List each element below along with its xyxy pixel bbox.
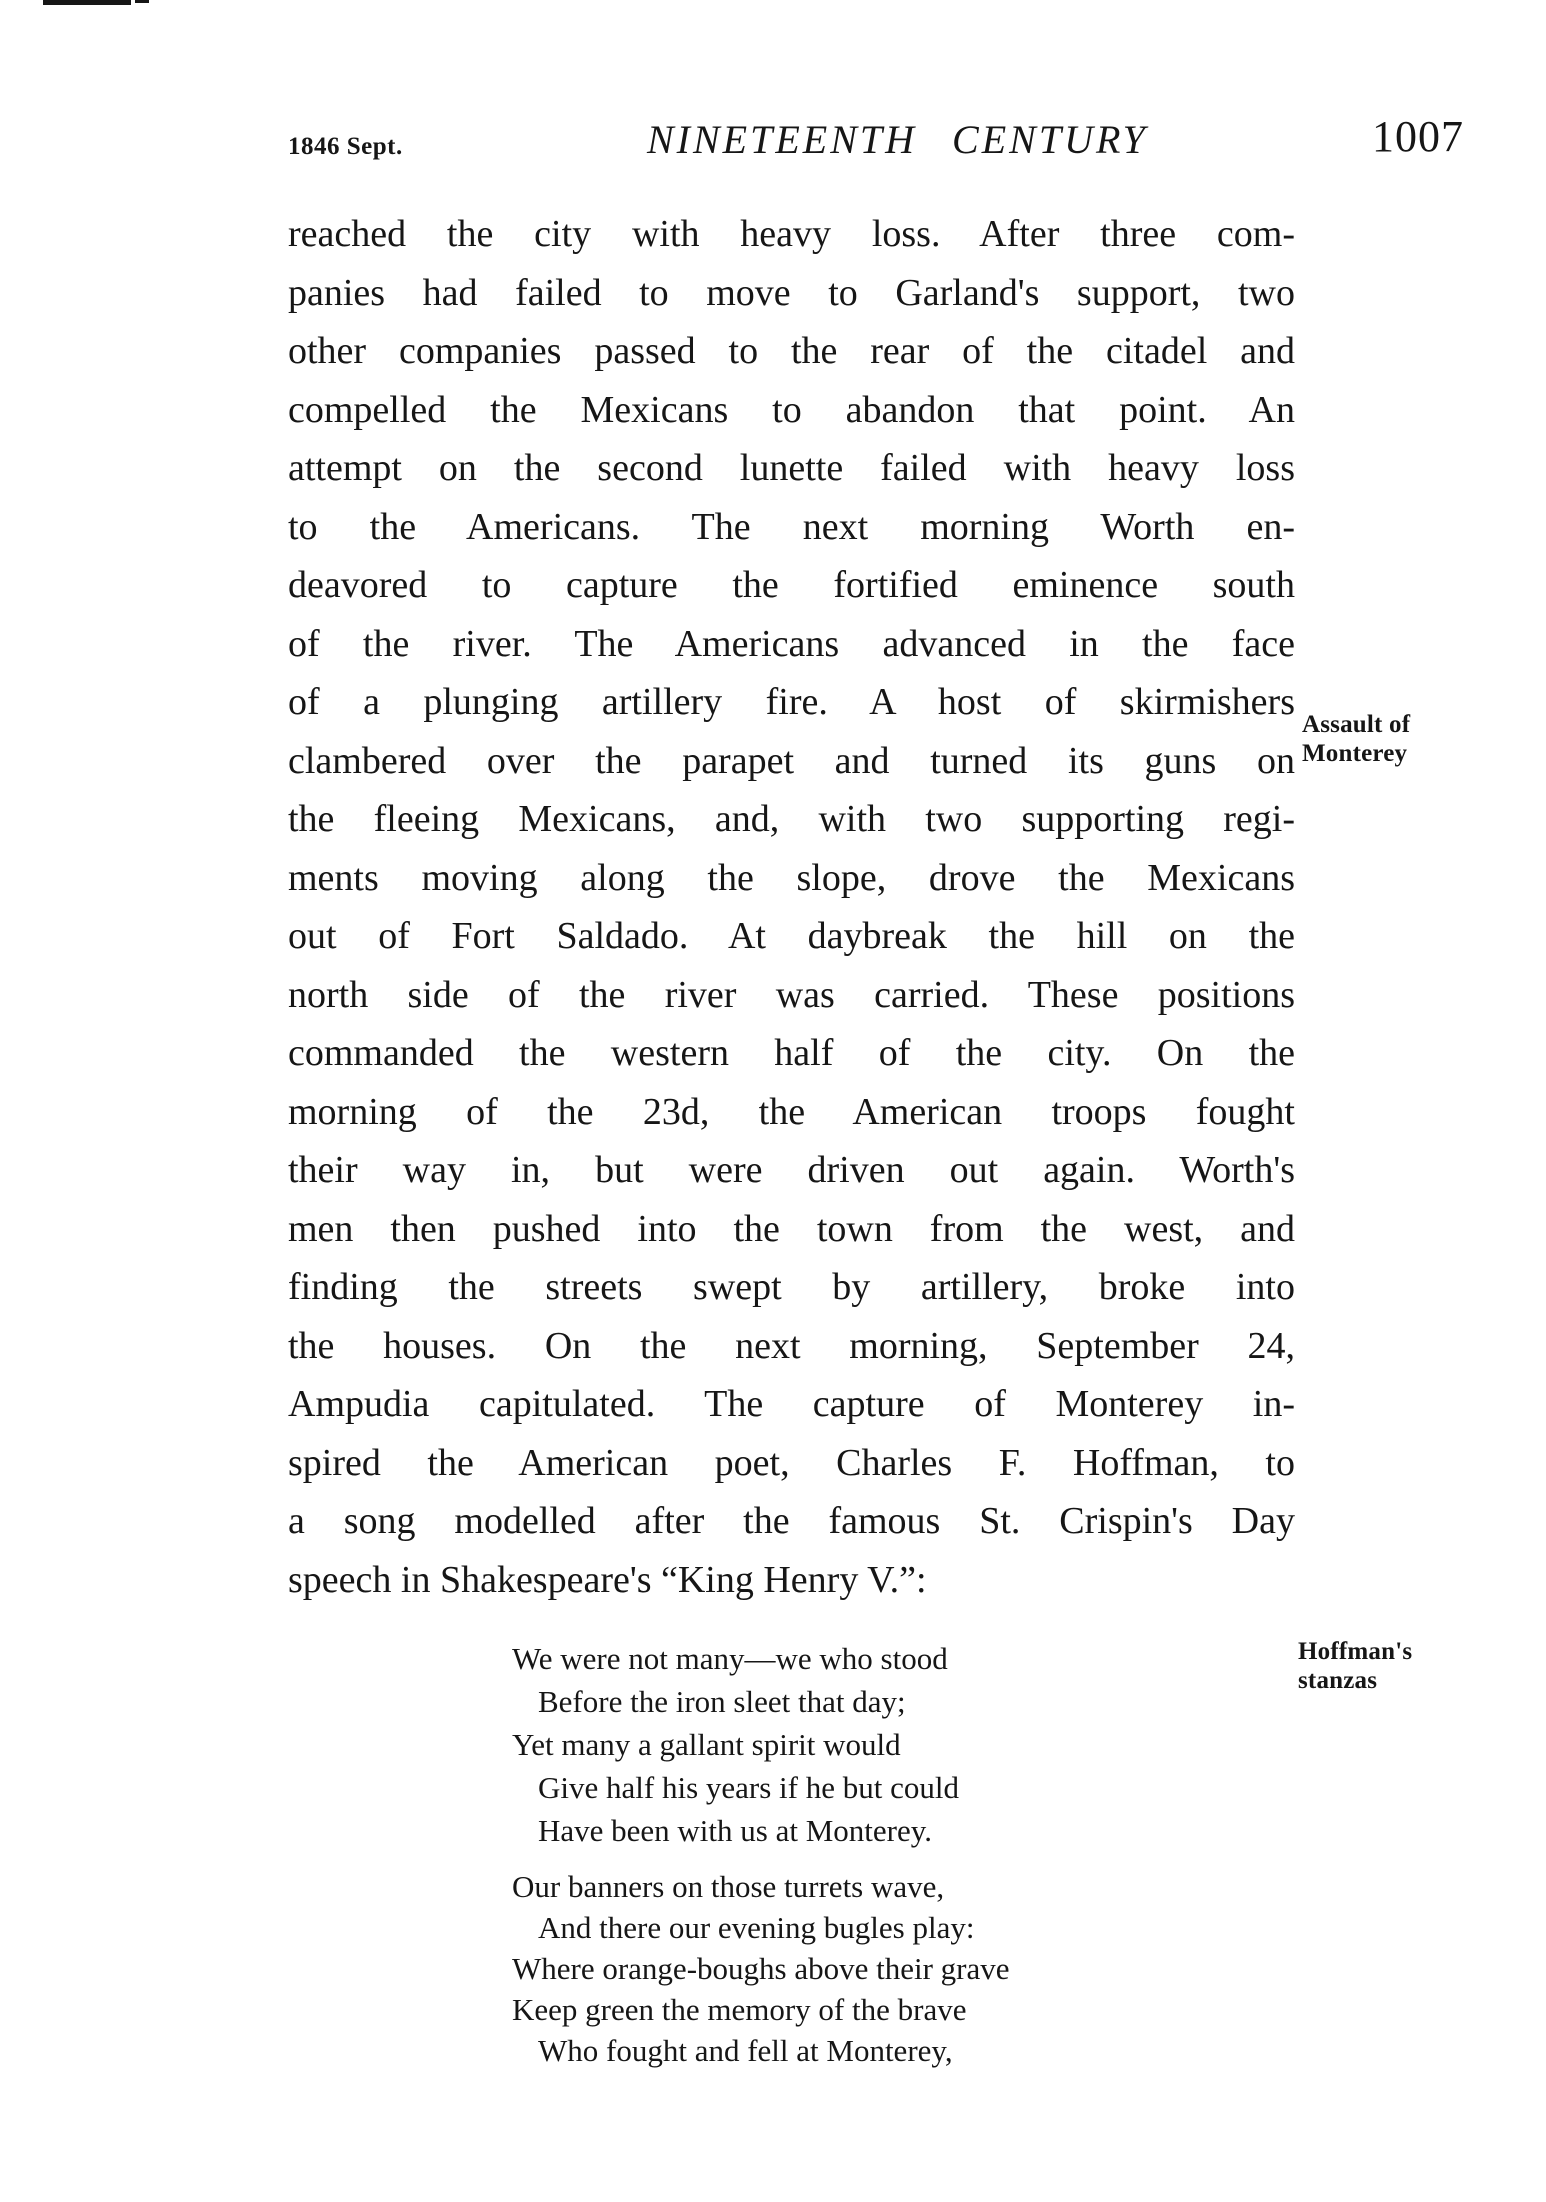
margin-note-line: Monterey <box>1302 740 1408 767</box>
poem-line: Give half his years if he but could <box>538 1770 959 1805</box>
body-line: panies had failed to move to Garland's support, two <box>288 271 1295 314</box>
body-line: Ampudia capitulated. The capture of Monterey in- <box>288 1383 1295 1425</box>
body-line: speech in Shakespeare's “King Henry V.”: <box>288 1558 927 1601</box>
body-line: of a plunging artillery fire. A host of skirmishers <box>288 681 1295 723</box>
poem-line: Keep green the memory of the brave <box>512 1992 967 2027</box>
margin-note-hoffmans-stanzas <box>1298 1637 1488 1695</box>
margin-note-line: stanzas <box>1298 1667 1378 1694</box>
body-line: a song modelled after the famous St. Crispin's Day <box>288 1500 1295 1542</box>
body-text <box>288 205 1295 1609</box>
body-line: the houses. On the next morning, September 24, <box>288 1324 1295 1367</box>
header-date: 1846 Sept. <box>288 133 403 160</box>
poem-line: Before the iron sleet that day; <box>538 1684 906 1719</box>
body-line: men then pushed into the town from the west, and <box>288 1207 1295 1250</box>
body-line: finding the streets swept by artillery, broke into <box>288 1266 1295 1308</box>
poem-line: Yet many a gallant spirit would <box>512 1727 901 1762</box>
body-line: to the Americans. The next morning Worth en- <box>288 505 1295 548</box>
body-line: attempt on the second lunette failed with heavy loss <box>288 447 1295 489</box>
body-line: north side of the river was carried. These positions <box>288 973 1295 1016</box>
body-line: compelled the Mexicans to abandon that point. An <box>288 388 1295 431</box>
body-line: the fleeing Mexicans, and, with two supporting regi- <box>288 798 1295 840</box>
margin-note-assault-of-monterey <box>1302 710 1492 768</box>
poem-line: We were not many—we who stood <box>512 1641 948 1676</box>
body-line: their way in, but were driven out again. Worth's <box>288 1149 1295 1191</box>
body-line: of the river. The Americans advanced in the face <box>288 622 1295 665</box>
body-line: deavored to capture the fortified eminence south <box>288 564 1295 606</box>
body-line: other companies passed to the rear of the citadel and <box>288 330 1295 372</box>
poem-line: Have been with us at Monterey. <box>538 1813 932 1848</box>
running-title: NINETEENTH CENTURY <box>647 117 1148 162</box>
body-line: ments moving along the slope, drove the Mexicans <box>288 856 1295 899</box>
poem-line: Our banners on those turrets wave, <box>512 1869 945 1904</box>
body-line: clambered over the parapet and turned its guns on <box>288 739 1295 782</box>
page-number: 1007 <box>1372 112 1464 161</box>
poem-stanza-1 <box>512 1637 959 1852</box>
body-line: reached the city with heavy loss. After three com- <box>288 213 1295 255</box>
poem-line: Where orange-boughs above their grave <box>512 1951 1010 1986</box>
body-line: morning of the 23d, the American troops fought <box>288 1090 1295 1133</box>
margin-note-line: Hoffman's <box>1298 1638 1413 1665</box>
poem-line: Who fought and fell at Monterey, <box>538 2033 953 2068</box>
body-line: commanded the western half of the city. On the <box>288 1032 1295 1074</box>
poem-line: And there our evening bugles play: <box>538 1910 975 1945</box>
body-line: spired the American poet, Charles F. Hoffman, to <box>288 1441 1295 1484</box>
poem-stanza-2 <box>512 1866 1010 2071</box>
scan-artifact-bar <box>43 0 131 5</box>
margin-note-line: Assault of <box>1302 711 1411 738</box>
body-line: out of Fort Saldado. At daybreak the hill on the <box>288 915 1295 957</box>
